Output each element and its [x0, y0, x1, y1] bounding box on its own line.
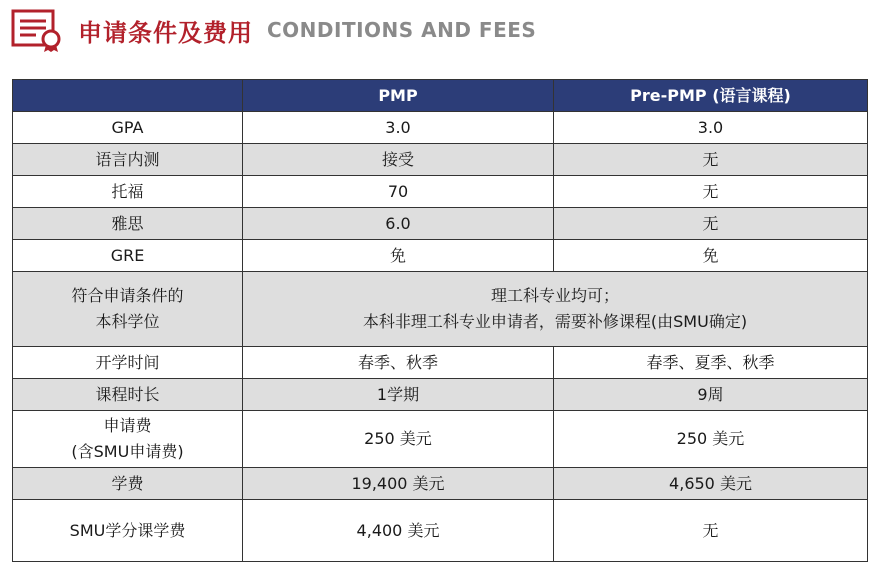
pmp-value: 19,400 美元: [243, 468, 554, 500]
table-header-row: [13, 80, 868, 112]
pmp-value: 免: [243, 240, 554, 272]
prepmp-value: 无: [554, 144, 868, 176]
pmp-value: 3.0: [243, 112, 554, 144]
table-row-eligibility: [13, 272, 868, 347]
prepmp-value: 250 美元: [554, 411, 868, 468]
pmp-value: 1学期: [243, 379, 554, 411]
prepmp-value: 4,650 美元: [554, 468, 868, 500]
table-row: [13, 144, 868, 176]
pmp-value: 接受: [243, 144, 554, 176]
table-row-app-fee: [13, 411, 868, 468]
row-label: 课程时长: [13, 379, 243, 411]
prepmp-value: 无: [554, 208, 868, 240]
section-title-cn: 申请条件及费用: [78, 18, 253, 47]
header-cell-pmp: PMP: [243, 80, 554, 112]
row-label: SMU学分课学费: [13, 500, 243, 562]
table-row: [13, 176, 868, 208]
eligibility-line2: 本科非理工科专业申请者，需要补修课程(由SMU确定): [362, 312, 748, 331]
table-row: [13, 208, 868, 240]
pmp-value: 6.0: [243, 208, 554, 240]
conditions-fees-table: [12, 79, 868, 562]
table-row-smu-credit: [13, 500, 868, 562]
prepmp-value: 无: [554, 500, 868, 562]
row-label: [13, 411, 243, 468]
row-label: GPA: [13, 112, 243, 144]
prepmp-value: 春季、夏季、秋季: [554, 347, 868, 379]
prepmp-value: 9周: [554, 379, 868, 411]
pmp-value: 250 美元: [243, 411, 554, 468]
table-row: [13, 112, 868, 144]
eligibility-line1: 理工科专业均可；: [490, 286, 619, 305]
pmp-value: 春季、秋季: [243, 347, 554, 379]
table-row-tuition: [13, 468, 868, 500]
app-fee-label-line2: (含SMU申请费): [71, 442, 184, 461]
eligibility-label-line2: 本科学位: [95, 312, 160, 331]
row-label: 雅思: [13, 208, 243, 240]
row-label: 托福: [13, 176, 243, 208]
app-fee-label-line1: 申请费: [103, 416, 152, 435]
table-row: [13, 379, 868, 411]
row-label: [13, 272, 243, 347]
row-label: 学费: [13, 468, 243, 500]
header-cell-empty: [13, 80, 243, 112]
section-header: [10, 8, 536, 52]
pmp-value: 70: [243, 176, 554, 208]
prepmp-value: 免: [554, 240, 868, 272]
eligibility-value: [243, 272, 868, 347]
section-title-en: CONDITIONS AND FEES: [267, 18, 537, 42]
row-label: GRE: [13, 240, 243, 272]
table-row: [13, 347, 868, 379]
row-label: 语言内测: [13, 144, 243, 176]
prepmp-value: 3.0: [554, 112, 868, 144]
header-cell-prepmp: Pre-PMP (语言课程): [554, 80, 868, 112]
eligibility-label-line1: 符合申请条件的: [71, 286, 184, 305]
row-label: 开学时间: [13, 347, 243, 379]
prepmp-value: 无: [554, 176, 868, 208]
table-row: [13, 240, 868, 272]
certificate-icon: [10, 8, 66, 52]
pmp-value: 4,400 美元: [243, 500, 554, 562]
